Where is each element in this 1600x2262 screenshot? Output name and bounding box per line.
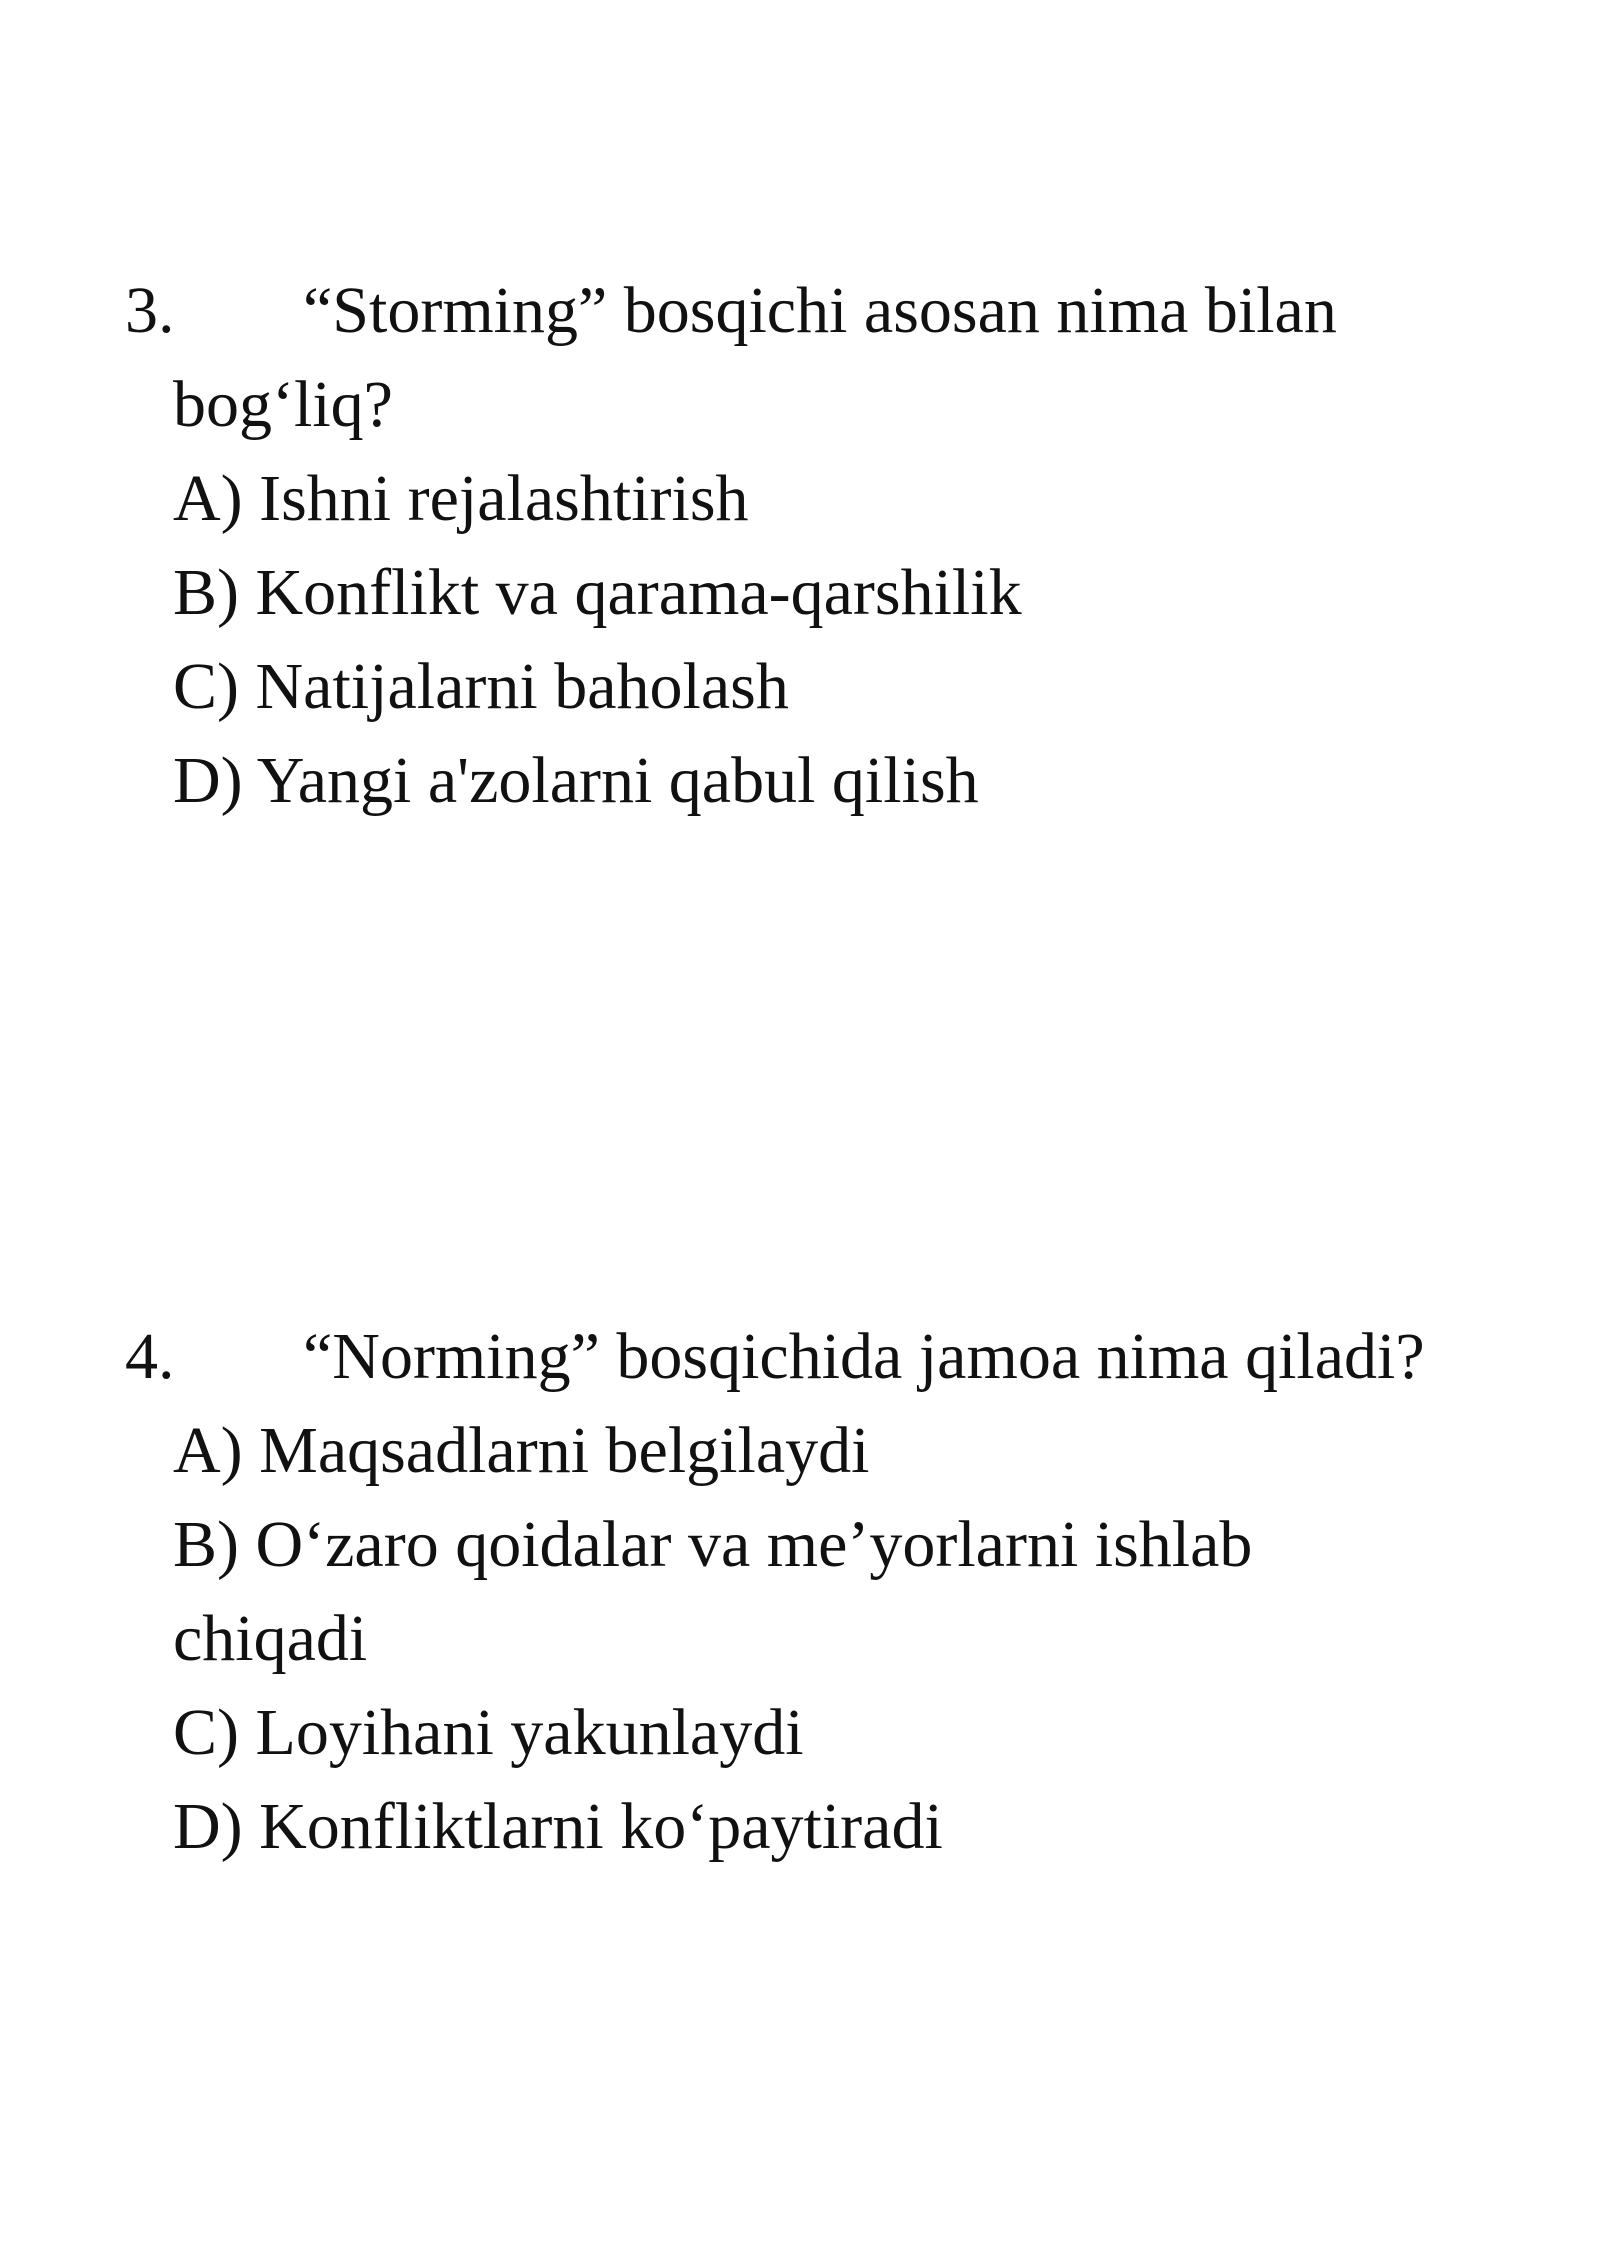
question-3-text: “Storming” bosqichi asosan nima bilan bog‘liq? [173, 274, 1337, 441]
question-4-number: 4. [125, 1320, 175, 1393]
question-3 [125, 264, 1455, 828]
question-3-option-b: B) Konflikt va qarama-qarshilik [173, 556, 1022, 629]
question-3-option-c: C) Natijalarni baholash [173, 650, 789, 723]
question-4-option-a: A) Maqsadlarni belgilaydi [173, 1414, 870, 1487]
question-4-option-c: C) Loyihani yakunlaydi [173, 1696, 804, 1769]
question-3-option-d: D) Yangi a'zolarni qabul qilish [173, 744, 979, 817]
question-3-option-a: A) Ishni rejalashtirish [173, 462, 749, 535]
question-4 [125, 1310, 1455, 1874]
question-4-option-d: D) Konfliktlarni ko‘paytiradi [173, 1790, 943, 1863]
question-4-header [125, 1310, 1455, 1404]
question-4-text: “Norming” bosqichida jamoa nima qiladi? [303, 1320, 1425, 1393]
question-4-option-b: B) O‘zaro qoidalar va me’yorlarni ishlab chiqadi [173, 1508, 1253, 1675]
question-3-header [125, 264, 1455, 452]
question-3-number: 3. [125, 274, 175, 347]
